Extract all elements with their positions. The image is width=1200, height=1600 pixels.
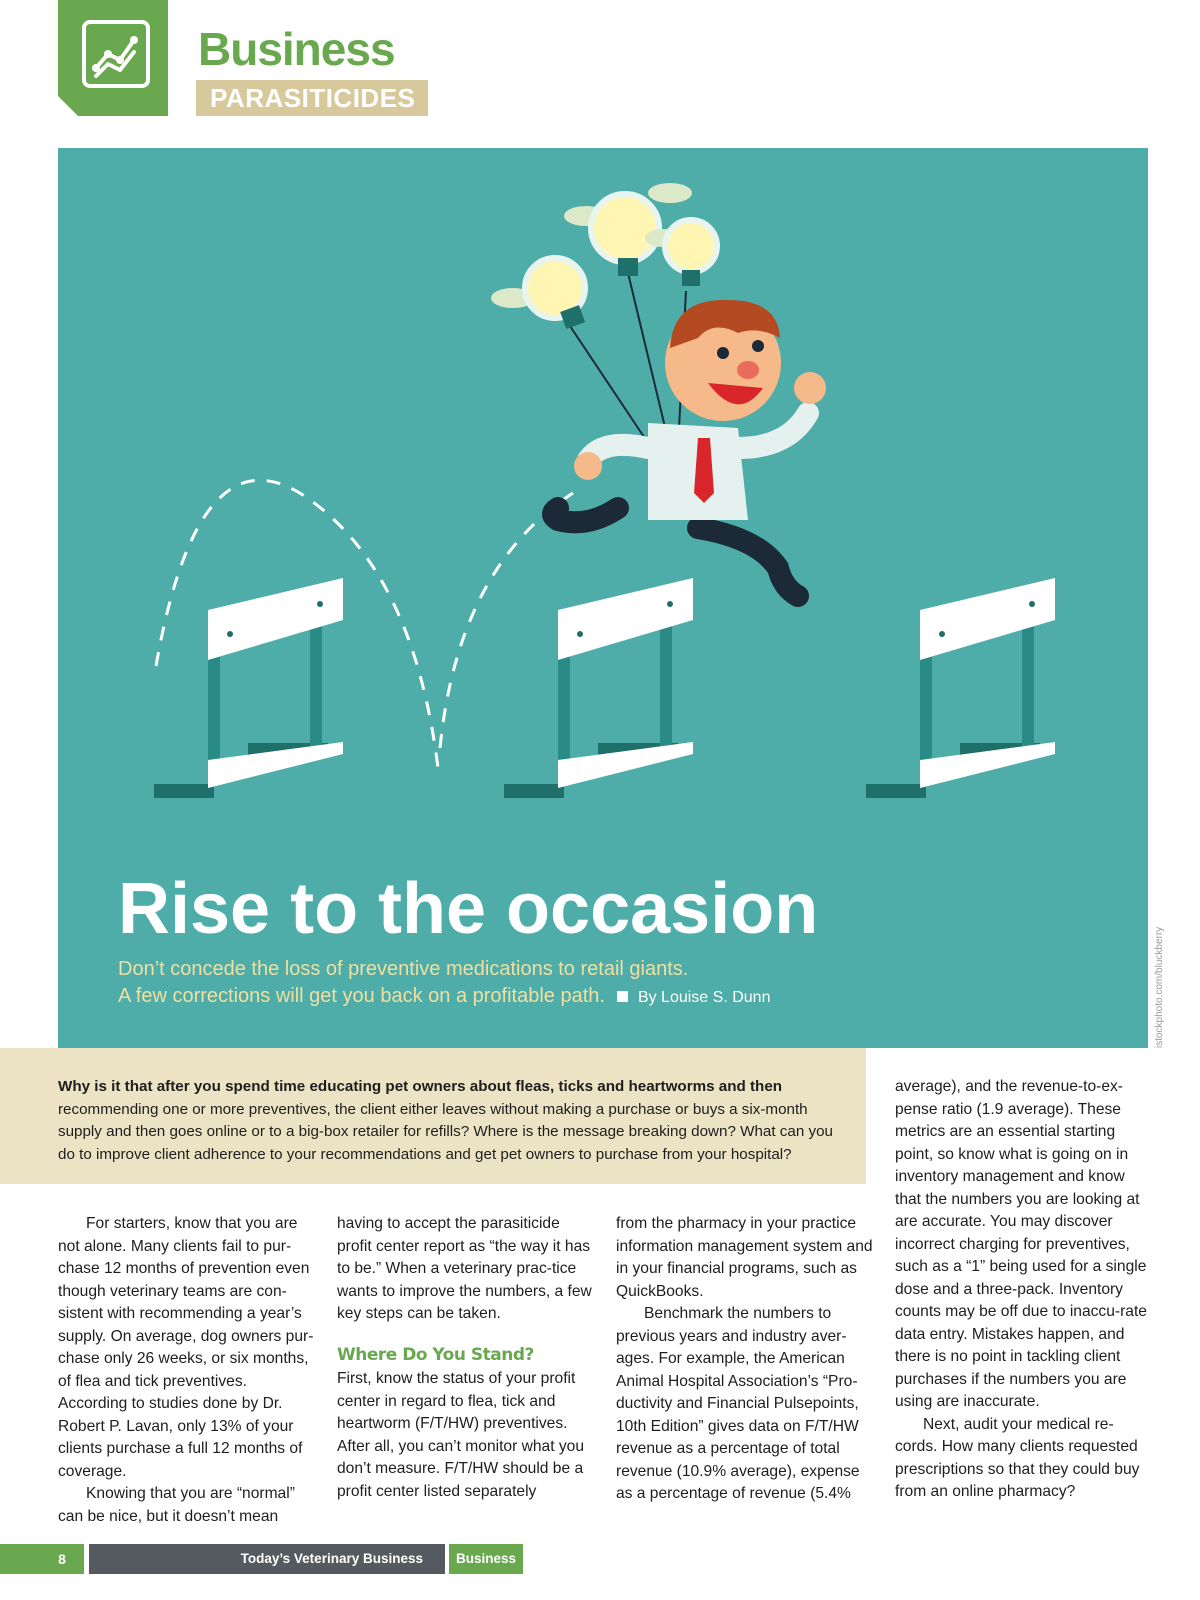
page-number [0, 1544, 84, 1574]
byline: By Louise S. Dunn [637, 989, 771, 1006]
body-paragraph: from the pharmacy in your practice information management system and in your financial programs, such as QuickBooks. [616, 1215, 873, 1300]
body-paragraph: Benchmark the numbers to previous years and industry aver-ages. For example, the American Animal Hospital Association’s “Pro-ductivity and Financial Pulsepoints, 10th Edition” gives data on F/T/HW revenue as a percentage of total revenue (10.9% average), expense as a percentage of revenue (5.4% [616, 1305, 860, 1502]
hero-banner [58, 148, 1148, 1048]
logo-page-fold [58, 96, 78, 116]
hurdle-icon [154, 578, 343, 798]
article-deck [118, 956, 770, 1011]
body-paragraph: For starters, know that you are not alone. Many clients fail to pur-chase 12 months of prevention even though veterinary teams are con-sistent with recommending a year’s supply. On average, dog owners pur-chase only 26 weeks, or six months, of flea and tick preventives. According to studies done by Dr. Robert P. Lavan, only 13% of your clients purchase a full 12 months of coverage. [58, 1215, 314, 1480]
footer-section: Business [449, 1544, 523, 1574]
section-title: Business [198, 23, 395, 75]
body-column-3 [616, 1213, 874, 1506]
lightbulb-icon [645, 220, 717, 286]
body-paragraph: Knowing that you are “normal” can be nice, but it doesn’t mean [58, 1485, 295, 1525]
body-column-1 [58, 1213, 316, 1528]
body-paragraph: First, know the status of your profit center in regard to flea, tick and heartworm (F/T/HW) preventives. After all, you can’t monitor what you don’t measure. F/T/HW should be a profit center listed separately [337, 1370, 585, 1500]
page-number-text: 8 [58, 1551, 66, 1567]
body-column-4 [895, 1076, 1153, 1504]
body-paragraph: average), and the revenue-to-ex-pense ratio (1.9 average). These metrics are an essential starting point, so know what is going on in inventory management and know that the numbers you are looking at are accurate. You may discover incorrect charging for preventives, such as a “1” being used for a single dose and a three-pack. Inventory counts may be off due to inaccu-rate data entry. Mistakes happen, and there is no point in tackling client purchases if the numbers you are using are inaccurate. [895, 1078, 1147, 1410]
article-title: Rise to the occasion [118, 869, 819, 949]
body-column-2 [337, 1213, 595, 1503]
hurdle-icon [866, 578, 1055, 798]
byline-marker [617, 991, 628, 1002]
body-paragraph: Next, audit your medical re-cords. How many clients requested prescriptions so that they could buy from an online pharmacy? [895, 1415, 1140, 1500]
publication-name: Today’s Veterinary Business [89, 1544, 445, 1574]
subheading: Where Do You Stand? [337, 1344, 534, 1365]
line-chart-icon [82, 20, 150, 88]
photo-credit: istockphoto.com/bluckberry [1154, 926, 1165, 1048]
intro-box [0, 1048, 866, 1184]
intro-text: recommending one or more preventives, the client either leaves without making a purchase or buys a six-month supply and then goes online or to a big-box retailer for refills? Where is the message breaking down? What can you do to improve client adherence to your recommendations and get pet owners to purchase from your hospital? [58, 1100, 833, 1163]
deck-line: Don’t concede the loss of preventive medications to retail giants. [118, 958, 689, 980]
hurdle-icon [504, 578, 693, 798]
lightbulb-icon [491, 258, 585, 329]
deck-line [118, 983, 770, 1011]
category-tag: PARASITICIDES [196, 80, 428, 116]
intro-paragraph [58, 1076, 848, 1166]
intro-lead: Why is it that after you spend time educating pet owners about fleas, ticks and heartworms and then [58, 1078, 783, 1095]
body-paragraph: having to accept the parasiticide profit center report as “the way it has to be.” When a veterinary prac-tice wants to improve the numbers, a few key steps can be taken. [337, 1215, 592, 1322]
deck-line-text: A few corrections will get you back on a profitable path. [118, 985, 605, 1007]
businessman-illustration [553, 300, 826, 596]
